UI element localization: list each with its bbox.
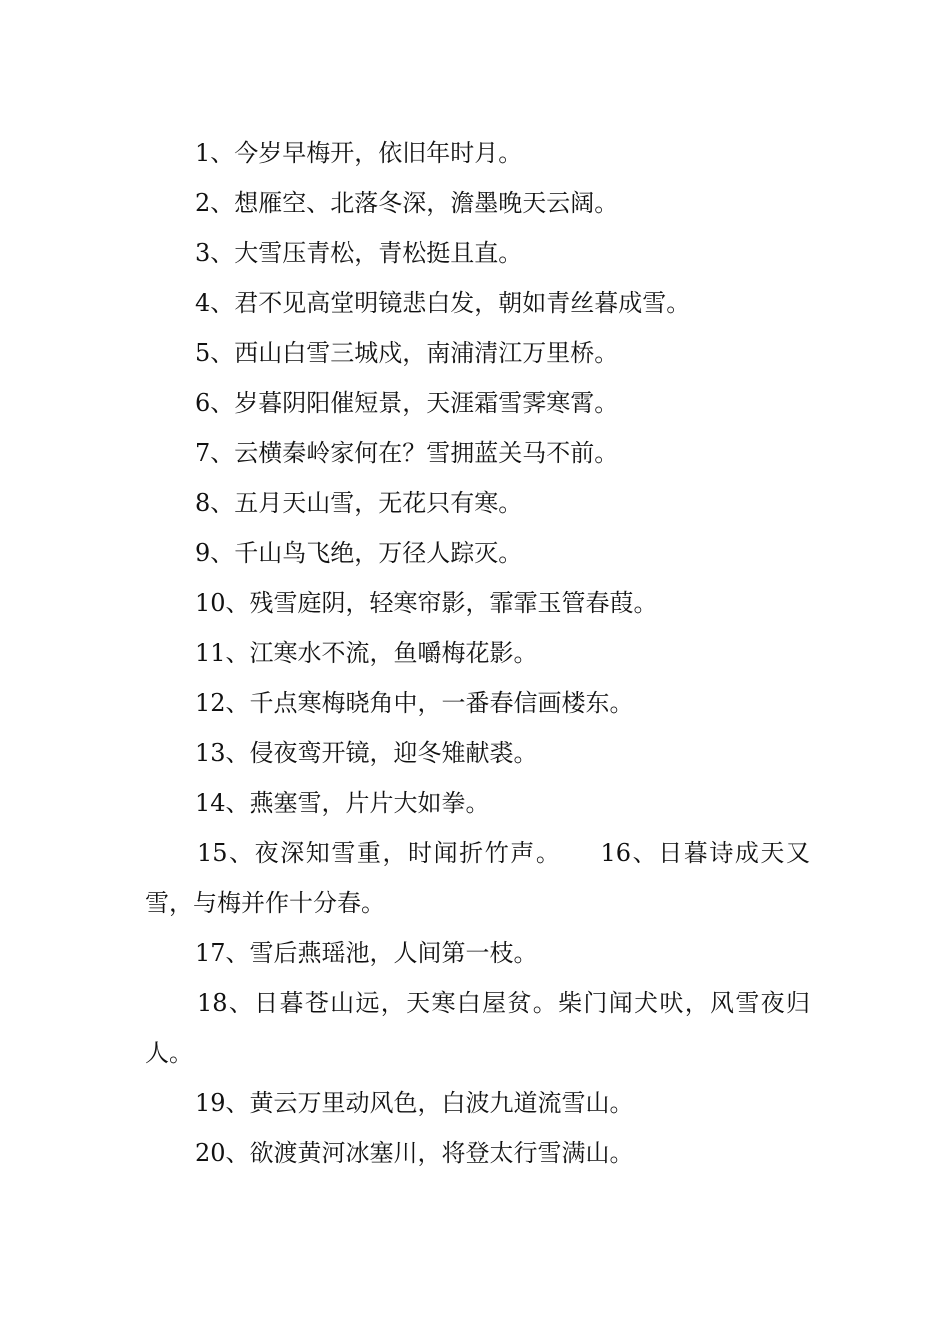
- list-item: 12、千点寒梅晓角中，一番春信画楼东。: [195, 689, 634, 717]
- list-item: 1、今岁早梅开，依旧年时月。: [195, 139, 523, 167]
- poem-list: [145, 128, 810, 1178]
- list-item: 7、云横秦岭家何在？雪拥蓝关马不前。: [195, 439, 619, 467]
- list-item: 9、千山鸟飞绝，万径人踪灭。: [195, 539, 523, 567]
- list-item: 8、五月天山雪，无花只有寒。: [195, 489, 523, 517]
- list-item: 3、大雪压青松，青松挺且直。: [195, 239, 523, 267]
- list-item: 4、君不见高堂明镜悲白发，朝如青丝暮成雪。: [195, 289, 691, 317]
- list-item: 19、黄云万里动风色，白波九道流雪山。: [195, 1089, 634, 1117]
- list-item: 11、江寒水不流，鱼嚼梅花影。: [195, 639, 538, 667]
- list-item: 6、岁暮阴阳催短景，天涯霜雪霁寒霄。: [195, 389, 619, 417]
- list-item: 20、欲渡黄河冰塞川，将登太行雪满山。: [195, 1139, 634, 1167]
- list-item: 5、西山白雪三城戍，南浦清江万里桥。: [195, 339, 619, 367]
- list-item: 10、残雪庭阴，轻寒帘影，霏霏玉管春葭。: [195, 589, 658, 617]
- list-item: 14、燕塞雪，片片大如拳。: [195, 789, 490, 817]
- list-item: 17、雪后燕瑶池，人间第一枝。: [195, 939, 538, 967]
- list-item: 13、侵夜鸾开镜，迎冬雉献裘。: [195, 739, 538, 767]
- list-item: 15、夜深知雪重，时闻折竹声。 16、日暮诗成天又雪，与梅并作十分春。: [145, 839, 810, 917]
- list-item: 2、想雁空、北落冬深，澹墨晚天云阔。: [195, 189, 619, 217]
- list-item: 18、日暮苍山远，天寒白屋贫。柴门闻犬吠，风雪夜归人。: [145, 989, 810, 1067]
